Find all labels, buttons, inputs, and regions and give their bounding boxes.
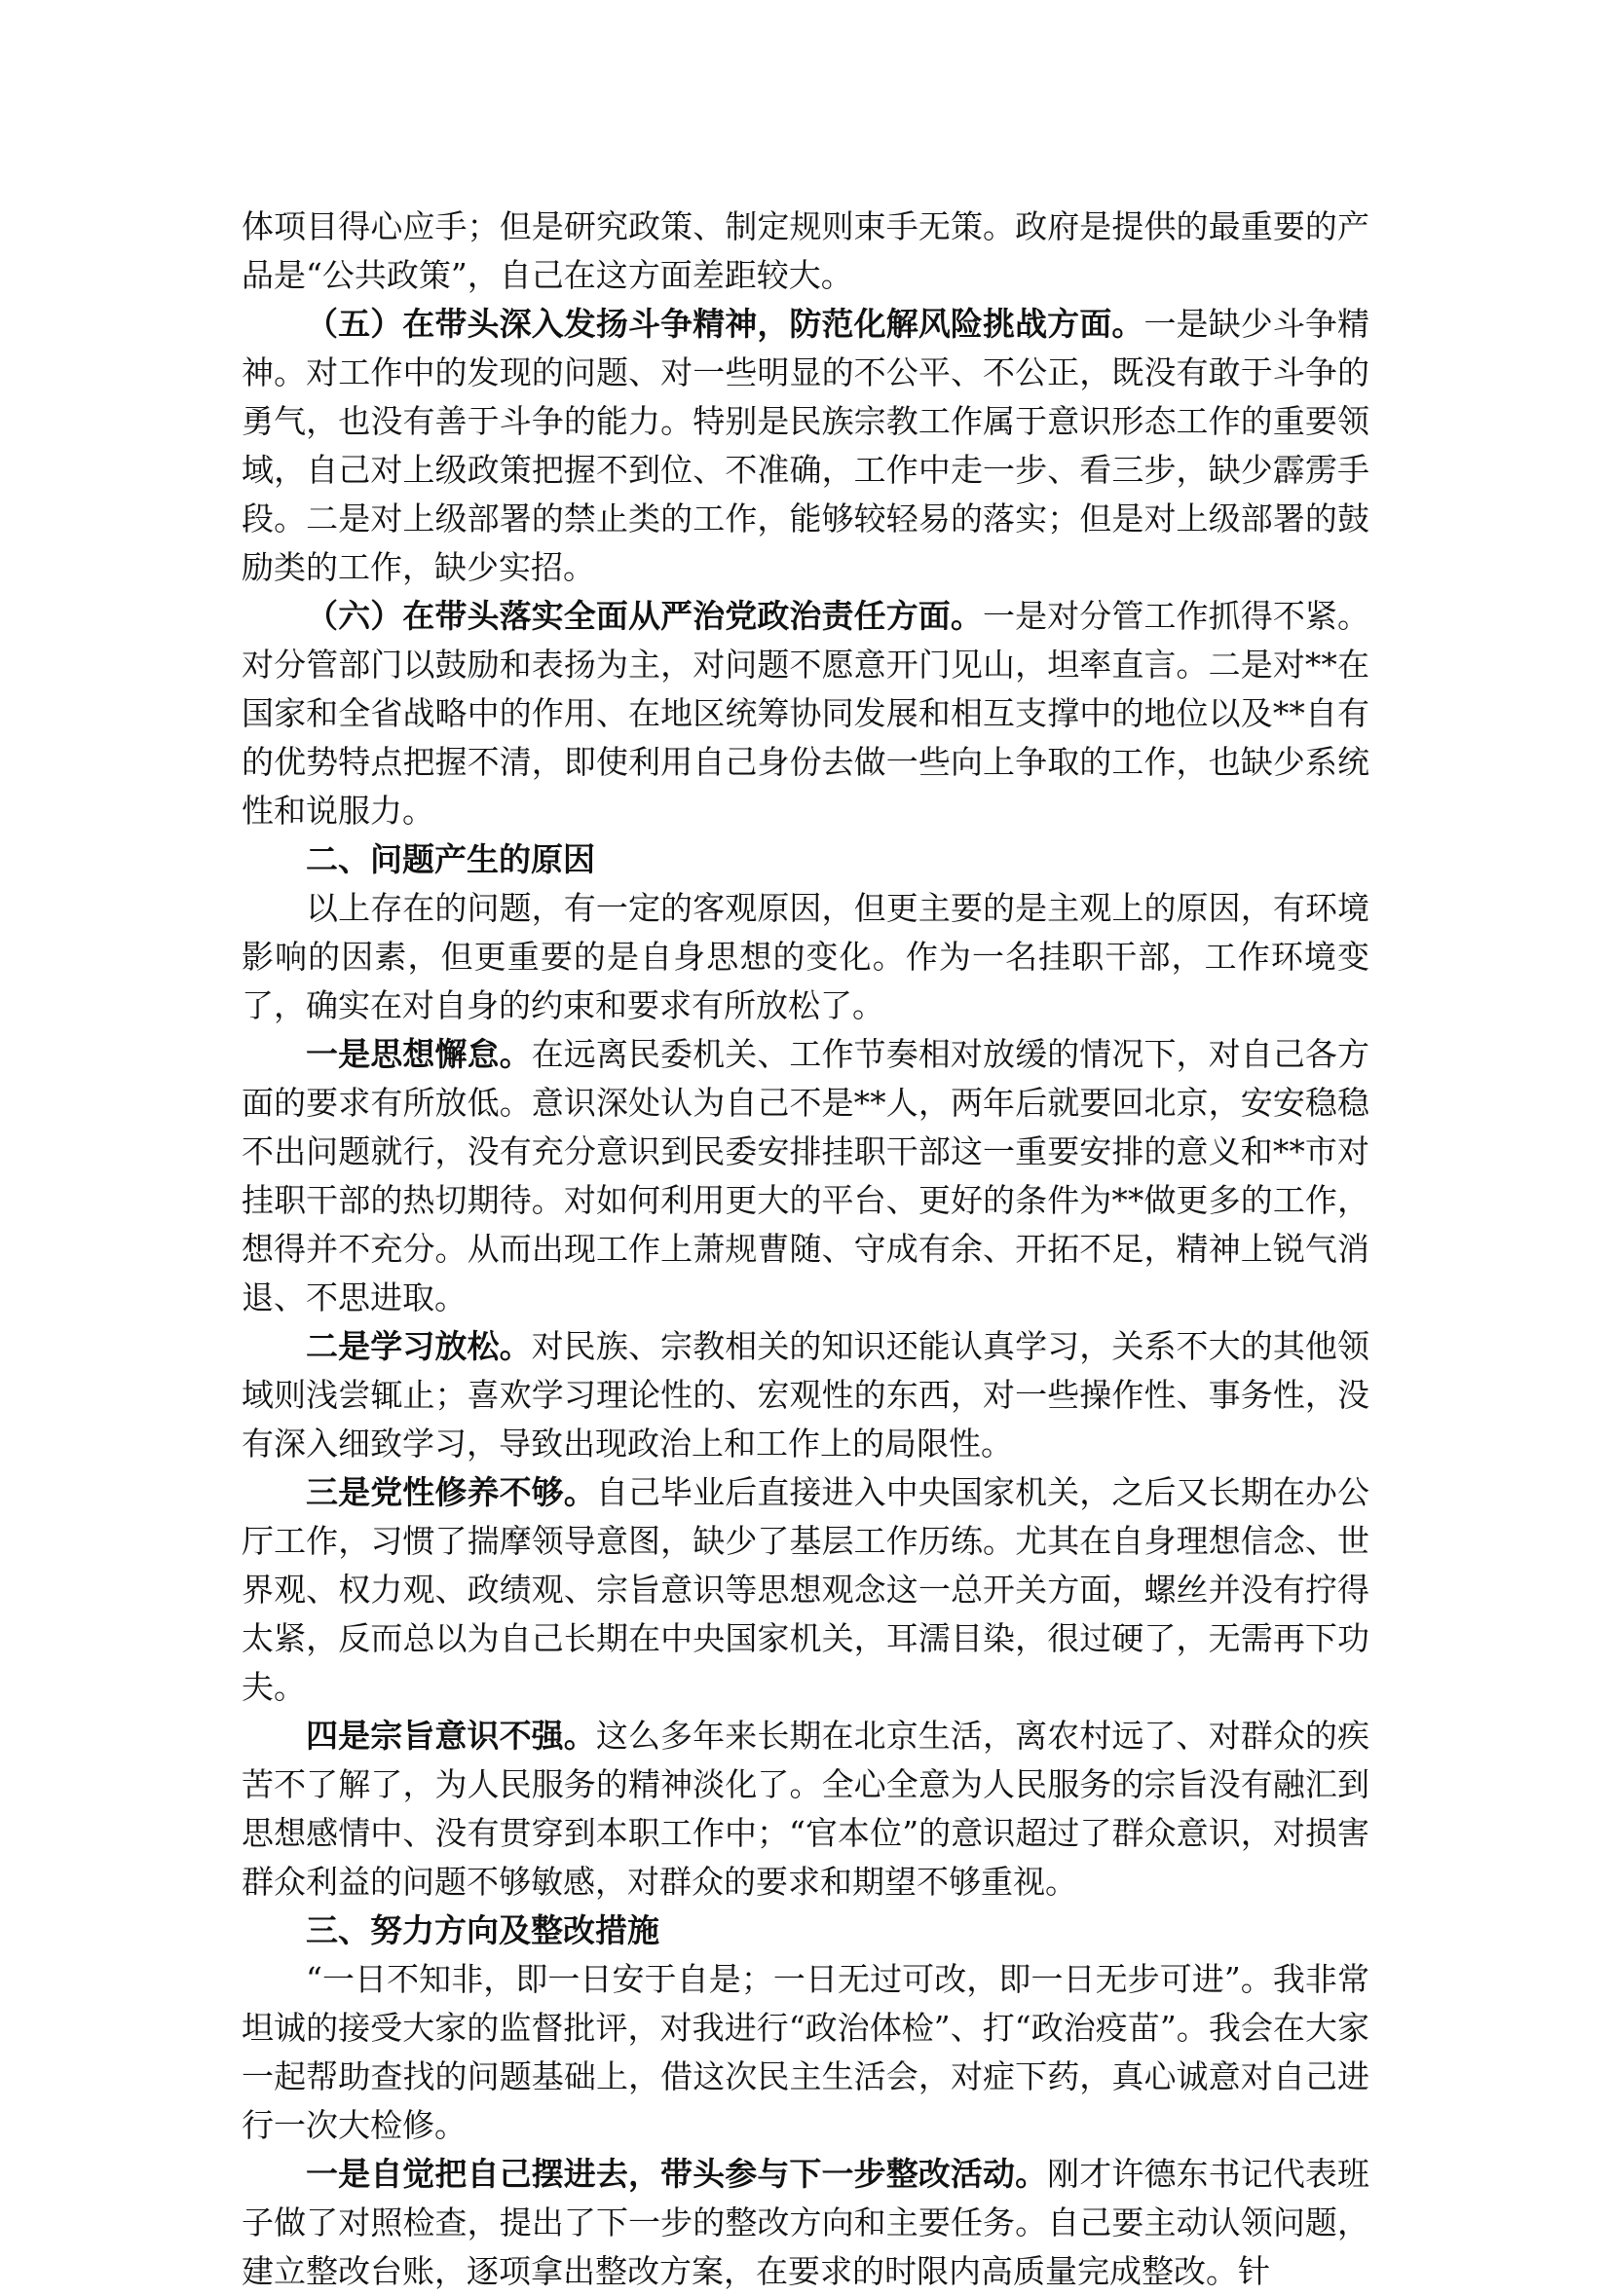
section-6-heading: （六）在带头落实全面从严治党政治责任方面。 bbox=[306, 597, 983, 635]
paragraph-continued: 体项目得心应手；但是研究政策、制定规则束手无策。政府是提供的最重要的产品是“公共政策”，自己在这方面差距较大。 bbox=[242, 207, 1369, 294]
cause-3-body: 自己毕业后直接进入中央国家机关，之后又长期在办公厅工作，习惯了揣摩领导意图，缺少了基层工作历练。尤其在自身理想信念、世界观、权力观、政绩观、宗旨意识等思想观念这一总开关方面，螺丝并没有拧得太紧，反而总以为自己长期在中央国家机关，耳濡目染，很过硬了，无需再下功夫。 bbox=[242, 1473, 1369, 1706]
cause-4-heading: 四是宗旨意识不强。 bbox=[306, 1717, 596, 1755]
cause-2-heading: 二是学习放松。 bbox=[306, 1327, 532, 1365]
cause-3-heading: 三是党性修养不够。 bbox=[306, 1473, 596, 1511]
paragraph-cause-3 bbox=[242, 1468, 1369, 1712]
section-6-body: 一是对分管工作抓得不紧。对分管部门以鼓励和表扬为主，对问题不愿意开门见山，坦率直言。二是对**在国家和全省战略中的作用、在地区统筹协同发展和相互支撑中的地位以及**自有的优势特点把握不清，即使利用自己身份去做一些向上争取的工作，也缺少系统性和说服力。 bbox=[242, 597, 1369, 830]
measure-1-heading: 一是自觉把自己摆进去，带头参与下一步整改活动。 bbox=[306, 2155, 1048, 2193]
document-page bbox=[242, 203, 1369, 2296]
paragraph-section-5 bbox=[242, 300, 1369, 592]
measure-1-body: 刚才许德东书记代表班子做了对照检查，提出了下一步的整改方向和主要任务。自己要主动认领问题，建立整改台账，逐项拿出整改方案，在要求的时限内高质量完成整改。针 bbox=[242, 2155, 1369, 2290]
paragraph-cause-4 bbox=[242, 1712, 1369, 1907]
cause-4-body: 这么多年来长期在北京生活，离农村远了、对群众的疾苦不了解了，为人民服务的精神淡化了。全心全意为人民服务的宗旨没有融汇到思想感情中、没有贯穿到本职工作中；“官本位”的意识超过了群众意识，对损害群众利益的问题不够敏感，对群众的要求和期望不够重视。 bbox=[242, 1717, 1369, 1901]
cause-1-body: 在远离民委机关、工作节奏相对放缓的情况下，对自己各方面的要求有所放低。意识深处认为自己不是**人，两年后就要回北京，安安稳稳不出问题就行，没有充分意识到民委安排挂职干部这一重要安排的意义和**市对挂职干部的热切期待。对如何利用更大的平台、更好的条件为**做更多的工作，想得并不充分。从而出现工作上萧规曹随、守成有余、开拓不足，精神上锐气消退、不思进取。 bbox=[242, 1035, 1369, 1316]
cause-2-body: 对民族、宗教相关的知识还能认真学习，关系不大的其他领域则浅尝辄止；喜欢学习理论性的、宏观性的东西，对一些操作性、事务性，没有深入细致学习，导致出现政治上和工作上的局限性。 bbox=[242, 1327, 1369, 1463]
section-5-heading: （五）在带头深入发扬斗争精神，防范化解风险挑战方面。 bbox=[306, 305, 1144, 343]
paragraph-measure-1 bbox=[242, 2150, 1369, 2296]
paragraph-cause-2 bbox=[242, 1322, 1369, 1468]
paragraph-section-6 bbox=[242, 592, 1369, 835]
heading-causes: 二、问题产生的原因 bbox=[306, 840, 595, 878]
paragraph-causes-intro: 以上存在的问题，有一定的客观原因，但更主要的是主观上的原因，有环境影响的因素，但更重要的是自身思想的变化。作为一名挂职干部，工作环境变了，确实在对自身的约束和要求有所放松了。 bbox=[242, 889, 1369, 1024]
cause-1-heading: 一是思想懈怠。 bbox=[306, 1035, 532, 1073]
heading-measures: 三、努力方向及整改措施 bbox=[306, 1911, 659, 1949]
paragraph-cause-1 bbox=[242, 1030, 1369, 1322]
paragraph-measures-intro: “一日不知非，即一日安于自是；一日无过可改，即一日无步可进”。我非常坦诚的接受大家的监督批评，对我进行“政治体检”、打“政治疫苗”。我会在大家一起帮助查找的问题基础上，借这次民主生活会，对症下药，真心诚意对自己进行一次大检修。 bbox=[242, 1960, 1369, 2144]
section-5-body: 一是缺少斗争精神。对工作中的发现的问题、对一些明显的不公平、不公正，既没有敢于斗争的勇气，也没有善于斗争的能力。特别是民族宗教工作属于意识形态工作的重要领域，自己对上级政策把握不到位、不准确，工作中走一步、看三步，缺少霹雳手段。二是对上级部署的禁止类的工作，能够较轻易的落实；但是对上级部署的鼓励类的工作，缺少实招。 bbox=[242, 305, 1369, 586]
